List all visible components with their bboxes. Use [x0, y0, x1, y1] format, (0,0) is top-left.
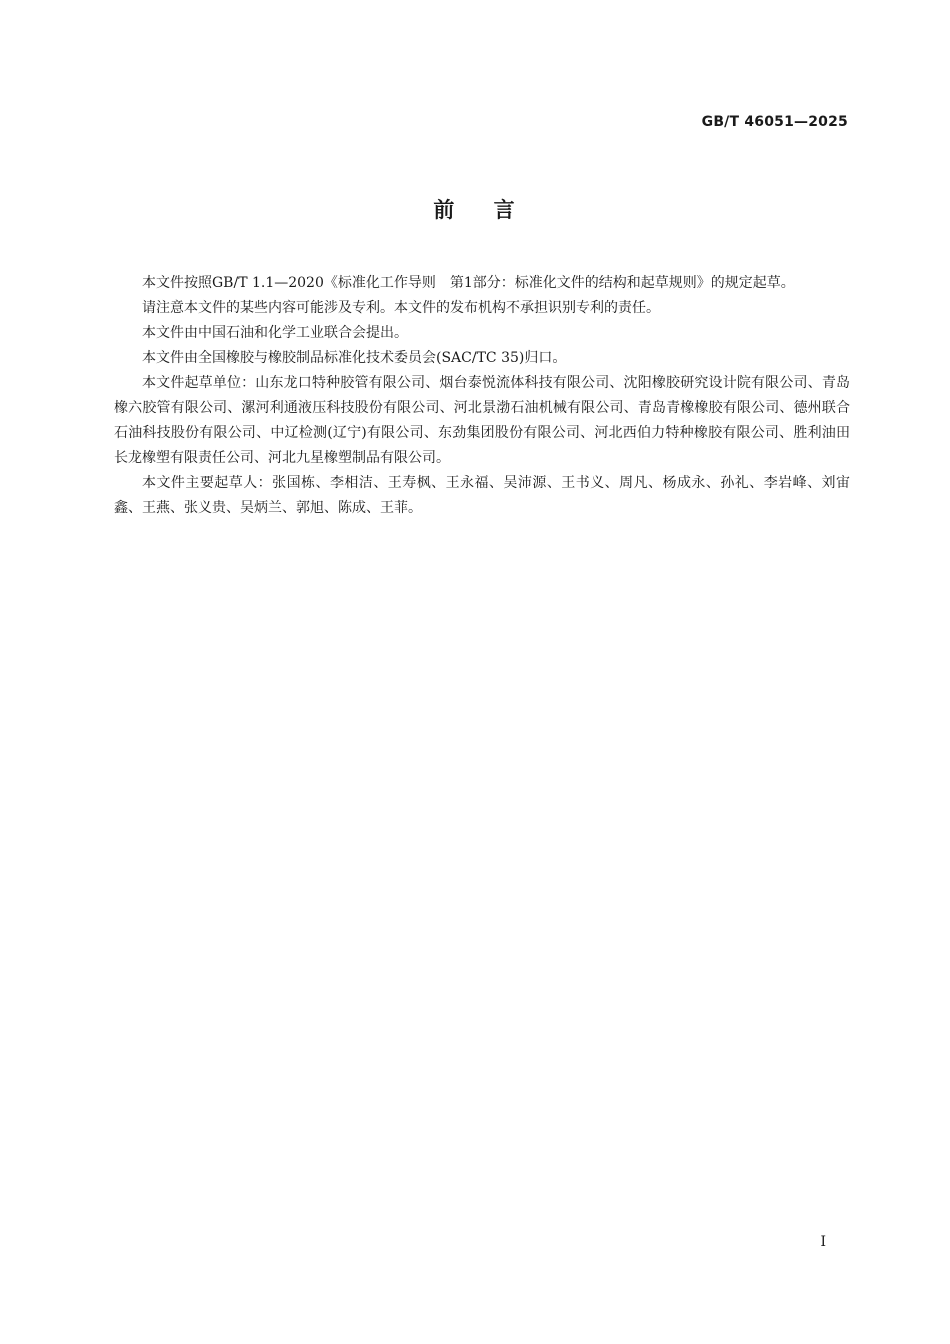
paragraph-patent-notice: 请注意本文件的某些内容可能涉及专利。本文件的发布机构不承担识别专利的责任。 — [142, 300, 660, 316]
paragraph-drafters: 本文件主要起草人：张国栋、李相洁、王寿枫、王永福、吴沛源、王书义、周凡、杨成永、孙礼、李岩峰、刘宙鑫、王燕、张义贵、吴炳兰、郭旭、陈成、王菲。 — [114, 475, 850, 516]
page-title: 前 言 — [433, 198, 517, 222]
standard-number: GB/T 46051—2025 — [701, 114, 848, 130]
foreword-body — [114, 271, 850, 521]
paragraph-committee: 本文件由全国橡胶与橡胶制品标准化技术委员会(SAC/TC 35)归口。 — [142, 350, 567, 366]
paragraph-drafting-units: 本文件起草单位：山东龙口特种胶管有限公司、烟台泰悦流体科技有限公司、沈阳橡胶研究设计院有限公司、青岛橡六胶管有限公司、漯河利通液压科技股份有限公司、河北景渤石油机械有限公司、青岛青橡橡胶有限公司、德州联合石油科技股份有限公司、中辽检测(辽宁)有限公司、东劲集团股份有限公司、河北西伯力特种橡胶有限公司、胜利油田长龙橡塑有限责任公司、河北九星橡塑制品有限公司。 — [114, 375, 850, 466]
page-number: I — [820, 1234, 826, 1250]
paragraph-drafting-rules: 本文件按照GB/T 1.1—2020《标准化工作导则 第1部分：标准化文件的结构和起草规则》的规定起草。 — [142, 275, 795, 291]
paragraph-proposer: 本文件由中国石油和化学工业联合会提出。 — [142, 325, 408, 341]
